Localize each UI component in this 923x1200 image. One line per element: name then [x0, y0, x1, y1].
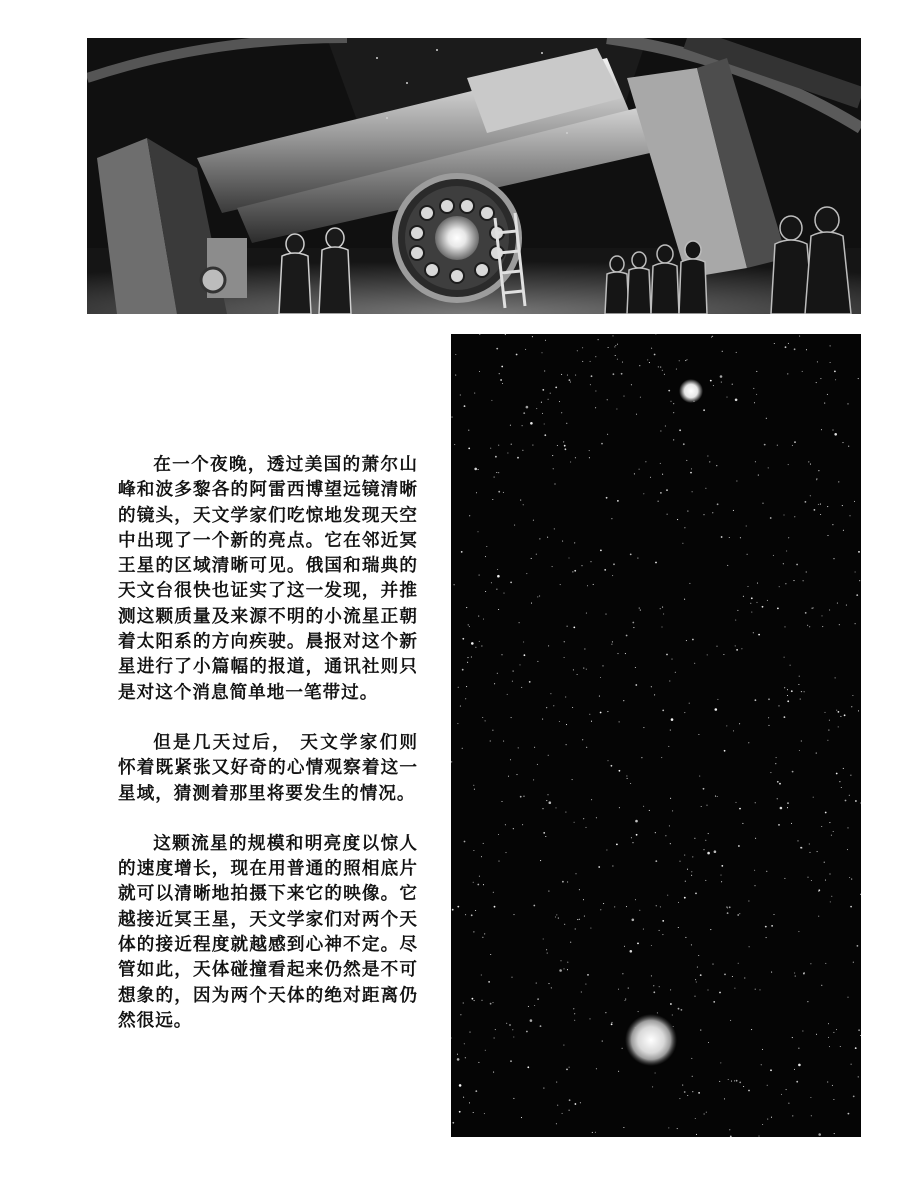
distant-planet — [679, 379, 703, 403]
starfield-canvas — [451, 334, 861, 1137]
observatory-telescope-illustration — [87, 38, 861, 314]
starfield-illustration — [451, 334, 861, 1137]
telescope-scene — [87, 38, 861, 314]
paragraph-2: 但是几天过后， 天文学家们则怀着既紧张又好奇的心情观察着这一星域，猜测着那里将要发生的情况。 — [118, 731, 418, 804]
article-text — [118, 452, 418, 1058]
paragraph-3: 这颗流星的规模和明亮度以惊人的速度增长，现在用普通的照相底片就可以清晰地拍摄下来它的映像。它越接近冥王星，天文学家们对两个天体的接近程度就越感到心神不定。尽管如此，天体碰撞看起来仍然是不可想象的，因为两个天体的绝对距离仍然很远。 — [118, 832, 418, 1031]
approaching-body — [625, 1014, 677, 1066]
paragraph-1: 在一个夜晚，透过美国的萧尔山峰和波多黎各的阿雷西博望远镜清晰的镜头，天文学家们吃惊地发现天空中出现了一个新的亮点。它在邻近冥王星的区域清晰可见。俄国和瑞典的天文台很快也证实了这一发现，并推测这颗质量及来源不明的小流星正朝着太阳系的方向疾驶。晨报对这个新星进行了小篇幅的报道，通讯社则只是对这个消息简单地一笔带过。 — [118, 454, 418, 703]
